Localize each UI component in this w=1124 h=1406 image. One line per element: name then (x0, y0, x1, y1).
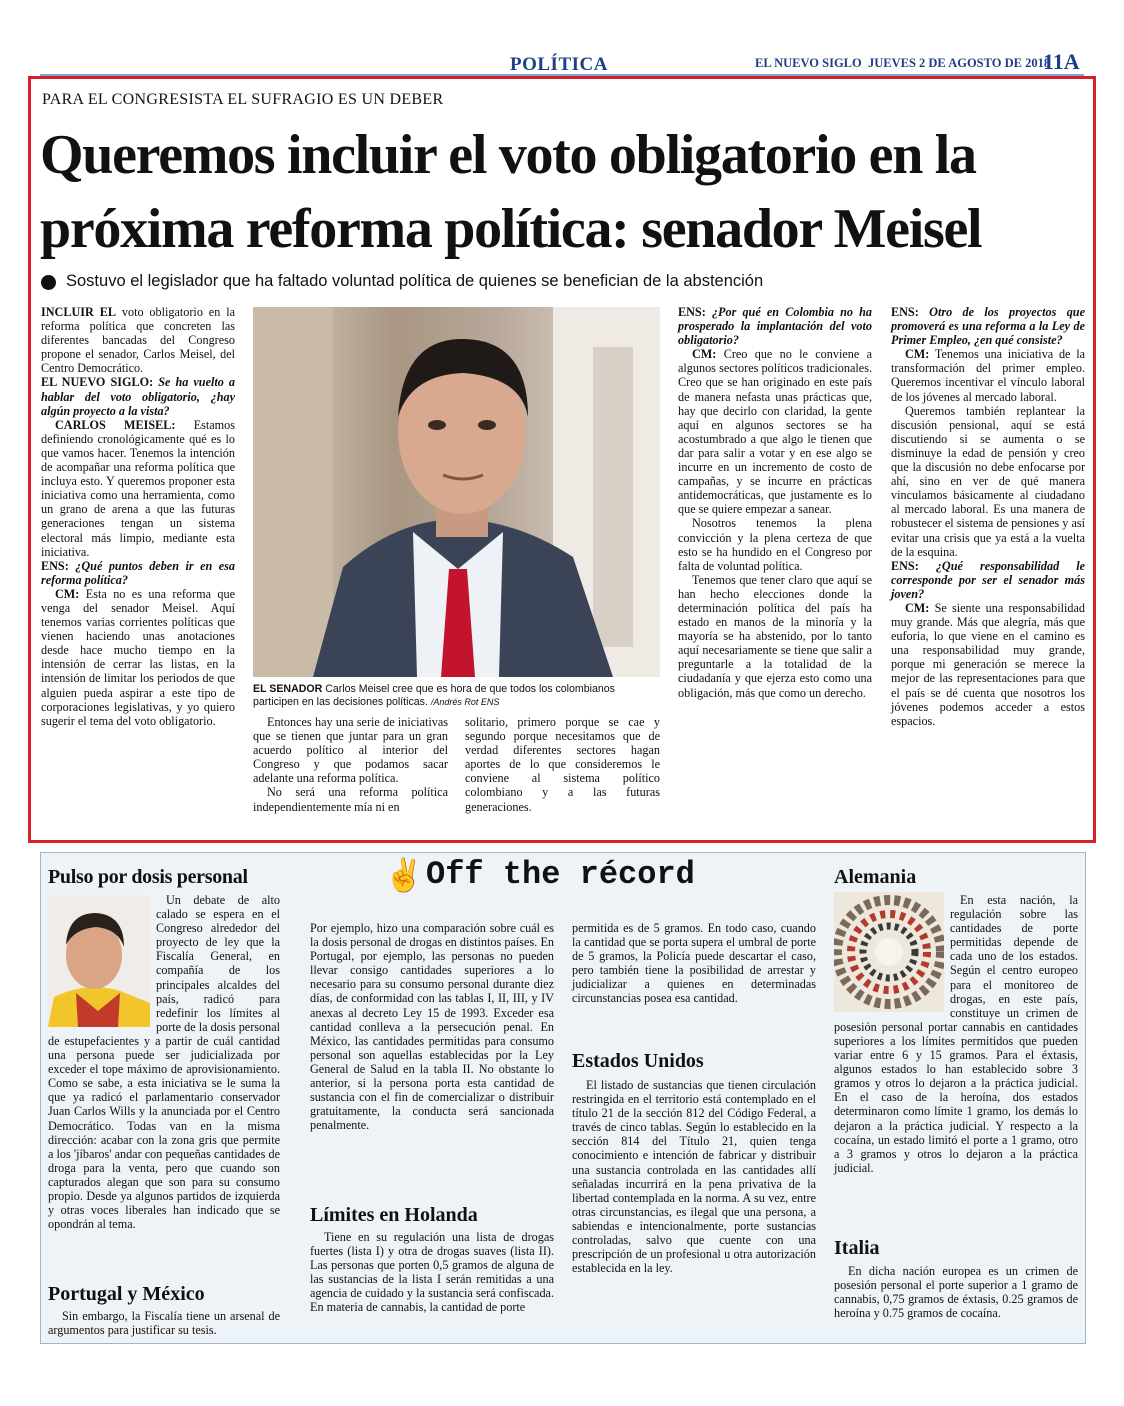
article-col-2 (253, 715, 448, 814)
headline-line-1: Queremos incluir el voto obligatorio en la (40, 124, 976, 186)
question-text: ¿Qué puntos deben ir en esa reforma política? (41, 558, 235, 587)
paragraph: Tenemos que tener claro que aquí se han hecho elecciones donde la determinación política del país ha estado en manos de la minoría y la mayoría se ha abstenido, por lo tanto aquí necesariamente se tiene que salir a preguntarle a la totalidad de la ciudadanía y que ejerza esto como una obligación, más que como un derecho. (678, 572, 872, 700)
section-label: POLÍTICA (510, 54, 608, 75)
paragraph: Por ejemplo, hizo una comparación sobre cuál es la dosis personal de drogas en distintos países. En Portugal, por ejemplo, las personas no pueden llevar consigo cantidades superiores a lo necesario para su consumo personal durante diez días, de conformidad con las tablas I, II, III, y IV anexas al decreto Ley 15 de 1993. Exceder esa cantidad conlleva a la persecución penal. En México, las cantidades permitidas para consumo personal son aquellas establecidas por la Ley General de Salud en la tabla II. No obstante lo anterior, si la persona porta esta cantidad de sustancia con el fin de comercializar o distribuir gratuitamente, la conducta será sancionada penalmente. (310, 921, 554, 1133)
article-col-4 (678, 305, 872, 700)
article-col-1 (41, 305, 235, 728)
paragraph: Nosotros tenemos la plena convicción y la plena certeza de que esto se ha hundido en el Congreso por falta de voluntad política. (678, 516, 872, 573)
eeuu-title: Estados Unidos (572, 1050, 704, 1072)
deck-bullet (41, 275, 56, 290)
alemania-title: Alemania (834, 866, 917, 888)
portugal-title: Portugal y México (48, 1283, 205, 1305)
eeuu-text (572, 1078, 816, 1275)
answer-label: CM: (905, 347, 930, 362)
photo-caption (253, 683, 660, 709)
lead-text: voto obligatorio en la reforma política que concreten las diferentes bancadas del Congreso propone el senador, Carlos Meisel, del Centro Democrático. (41, 305, 235, 376)
answer-text: Creo que no le conviene a algunos sectores políticos tradicionales. Creo que se han originado en este país de manera nefasta unas prácticas que, hay que decirlo con claridad, la gente aquí en algunos sectores se ha acostumbrado a que algo le tienen que dar para salir a votar y en ese algo se incurre en un incremento de costo de campañas, y se incurre en prácticas antidemocráticas, que justamente es lo que se quiere empezar a sanear. (678, 347, 872, 517)
article-col-3 (465, 715, 660, 814)
paragraph: solitario, primero porque se cae y segundo porque necesitamos que de verdad diferentes sectores hagan aportes de lo que consideremos le conviene al sistema político colombiano y a las futuras generaciones. (465, 715, 660, 814)
holanda-text (310, 1230, 554, 1315)
paragraph: Queremos también replantear la discusión pensional, aquí se está discutiendo si se aumenta o se disminuye la edad de pensión y creo que la discusión no debe enfocarse por ahí, sino en ver de qué manera vinculamos básicamente al ciudadano al mercado laboral. Es una manera de robustecer el sistema de pensiones y así evitar una crisis que ya está a la vuelta de la esquina. (891, 403, 1085, 559)
off-col-2-text (310, 921, 554, 1132)
answer-label: CM: (905, 600, 930, 615)
question-label: ENS: (891, 305, 919, 319)
question-text: Otro de los proyectos que promoverá es una reforma a la Ley de Primer Empleo, ¿en qué consiste? (891, 305, 1085, 348)
caption-label: EL SENADOR (253, 683, 323, 695)
victory-hand-icon: ✌ (384, 857, 424, 893)
paragraph: El listado de sustancias que tienen circulación restringida en el territorio está contemplado en el título 21 de la sección 812 del Código Federal, a través de cinco tablas. Según lo establecido en la sección 814 del Título 21, quien tenga conocimiento e intención de fabricar y distribuir una sustancia controlada en las cantidades allí señaladas incurrirá en la pena privativa de la libertad contemplada en la norma. A su vez, entre otras circunstancias, es ilegal que una persona, a sabiendas e intencionalmente, porte sustancias controladas, salvo que cuente con una prescripción de un profesional u otra autorización establecida en la ley. (572, 1078, 816, 1276)
senator-portrait-illustration (253, 307, 660, 677)
paragraph: Entonces hay una serie de iniciativas que se tienen que juntar para un gran acuerdo político al interior del Congreso y que podamos sacar adelante una reforma política. (253, 715, 448, 786)
question-label: ENS: (41, 558, 69, 573)
kicker: PARA EL CONGRESISTA EL SUFRAGIO ES UN DEBER (42, 91, 444, 108)
page-number: 11A (1043, 49, 1080, 74)
deck: Sostuvo el legislador que ha faltado voluntad política de quienes se benefician de la abstención (66, 272, 764, 290)
lead-label: INCLUIR EL (41, 305, 116, 319)
pulso-title: Pulso por dosis personal (48, 866, 248, 888)
headline-line-2: próxima reforma política: senador Meisel (40, 198, 982, 260)
paragraph: permitida es de 5 gramos. En todo caso, cuando la cantidad que se porta supera el umbral de porte de 5 gramos, la Policía puede descartar el caso, pero también tiene la posibilidad de arrestar y judicializar a quienes en determinadas circunstancias posea esa cantidad. (572, 921, 816, 1006)
answer-text: Se siente una responsabilidad muy grande. Más que alegría, más que euforia, lo que viene en el camino es una responsabilidad muy grande, porque mi generación se merece la mejor de las representaciones para que el país se dé cuenta que nosotros los jóvenes podemos acceder a estos espacios. (891, 600, 1085, 728)
senator-photo (253, 307, 660, 677)
paragraph: No será una reforma política independientemente mía ni en (253, 785, 448, 814)
off-col-3-text (572, 921, 816, 1006)
italia-title: Italia (834, 1237, 880, 1259)
pulso-text (48, 893, 280, 1231)
answer-text: Estamos definiendo cronológicamente qué es lo que vamos hacer. Tenemos la intención de acompañar una reforma política que incluya esto. Y queremos proponer esta iniciativa como una herramienta, como un grano de arena a que las futuras generaciones tengan un sistema electoral más limpio, mediante esta iniciativa. (41, 417, 236, 559)
italia-text (834, 1264, 1078, 1320)
paragraph: Tiene en su regulación una lista de drogas fuertes (lista I) y otra de drogas suaves (lista II). Las personas que porten 0,5 gramos de alguna de las sustancias de la lista I serán remitidas a una agencia de cuidado y la sustancia será confiscada. En materia de cannabis, la cantidad de porte (310, 1230, 554, 1315)
portugal-text (48, 1309, 280, 1337)
alemania-text (834, 893, 1078, 1175)
answer-label: CM: (692, 347, 717, 362)
question-text: ¿Qué responsabilidad le corresponde por ser el senador más joven? (891, 558, 1086, 601)
question-label: ENS: (891, 558, 919, 573)
question-label: ENS: (678, 305, 706, 319)
photo-credit: /Andrés Rot ENS (430, 697, 500, 707)
header-bar (40, 49, 1084, 76)
caption-text: Carlos Meisel cree que es hora de que todos los colombianos participen en las decisiones políticas. (253, 683, 615, 708)
answer-text: Tenemos una iniciativa de la transformación del primer empleo. Queremos incentivar el vínculo laboral de los jóvenes al mercado laboral. (891, 347, 1085, 404)
article-col-5 (891, 305, 1085, 728)
banner-title: Off the récord (426, 856, 695, 893)
paragraph: En esta nación, la regulación sobre las cantidades de porte permitidas depende de cada uno de los estados. Según el centro europeo para el monitoreo de drogas, en este país, constituye un crimen de posesión personal portar cannabis en cantidades superiores a los límites permitidos que pueden variar entre 6 y 15 gramos. Para el éxtasis, algunos estados lo han establecido sobre 3 gramos y otros lo dejaron a la práctica judicial. En el caso de la heroína, dos estados determinaron como límite 1 gramo, los demás lo dejaron a la práctica judicial. Y respecto a la cocaína, un estado limitó el porte a 1 gramo, otro a 3 gramos y otros lo dejaron a la práctica judicial. (834, 893, 1078, 1175)
paragraph: En dicha nación europea es un crimen de posesión personal el porte superior a 1 gramo de cannabis, 0,75 gramos de éxtasis, 0.25 gramos de heroína y 0.75 gramos de cocaína. (834, 1264, 1078, 1321)
answer-label: CARLOS MEISEL: (55, 417, 176, 432)
answer-label: CM: (55, 586, 80, 601)
paragraph: Sin embargo, la Fiscalía tiene un arsenal de argumentos para justificar su tesis. (48, 1309, 280, 1338)
paper-date: EL NUEVO SIGLO JUEVES 2 DE AGOSTO DE 2018 (755, 56, 1051, 70)
banner (384, 855, 704, 895)
question-text: ¿Por qué en Colombia no ha prosperado la implantación del voto obligatorio? (678, 305, 873, 348)
question-text: Se ha vuelto a hablar del voto obligatorio, ¿hay algún proyecto a la vista? (41, 375, 235, 418)
paragraph: Un debate de alto calado se espera en el Congreso alrededor del proyecto de ley que la Fiscalía General, en compañía de los principales alcaldes del país, radicó para redefinir los límites al porte de la dosis personal de estupefacientes y a partir de cuál cantidad una persona puede ser judicializada por exceder el tope máximo de aprovisionamiento. Como se sabe, a esta iniciativa se le suma la que ya radicó el parlamentario conservador Juan Carlos Wills y la anunciada por el Centro Democrático. Todas van en la misma dirección: acabar con la zona gris que permite a los 'jíbaros' andar con pequeñas cantidades de droga para la venta, pero que cuando son capturados alegan que son para su consumo propio. Desde ya algunos partidos de izquierda y otras voces liberales han indicado que se opondrán al tema. (48, 893, 280, 1232)
question-label: EL NUEVO SIGLO: (41, 375, 154, 390)
answer-text: Esta no es una reforma que venga del senador Meisel. Aquí tenemos varias corrientes políticas que vienen haciendo unas anotaciones desde hace mucho tiempo en la intensión de cerrar las listas, en la intensión de limitar los periodos de que alguien pueda aspirar a este tipo de corporaciones legislativas, y yo quiero sugerir el tema del voto obligatorio. (41, 586, 235, 728)
holanda-title: Límites en Holanda (310, 1204, 478, 1226)
